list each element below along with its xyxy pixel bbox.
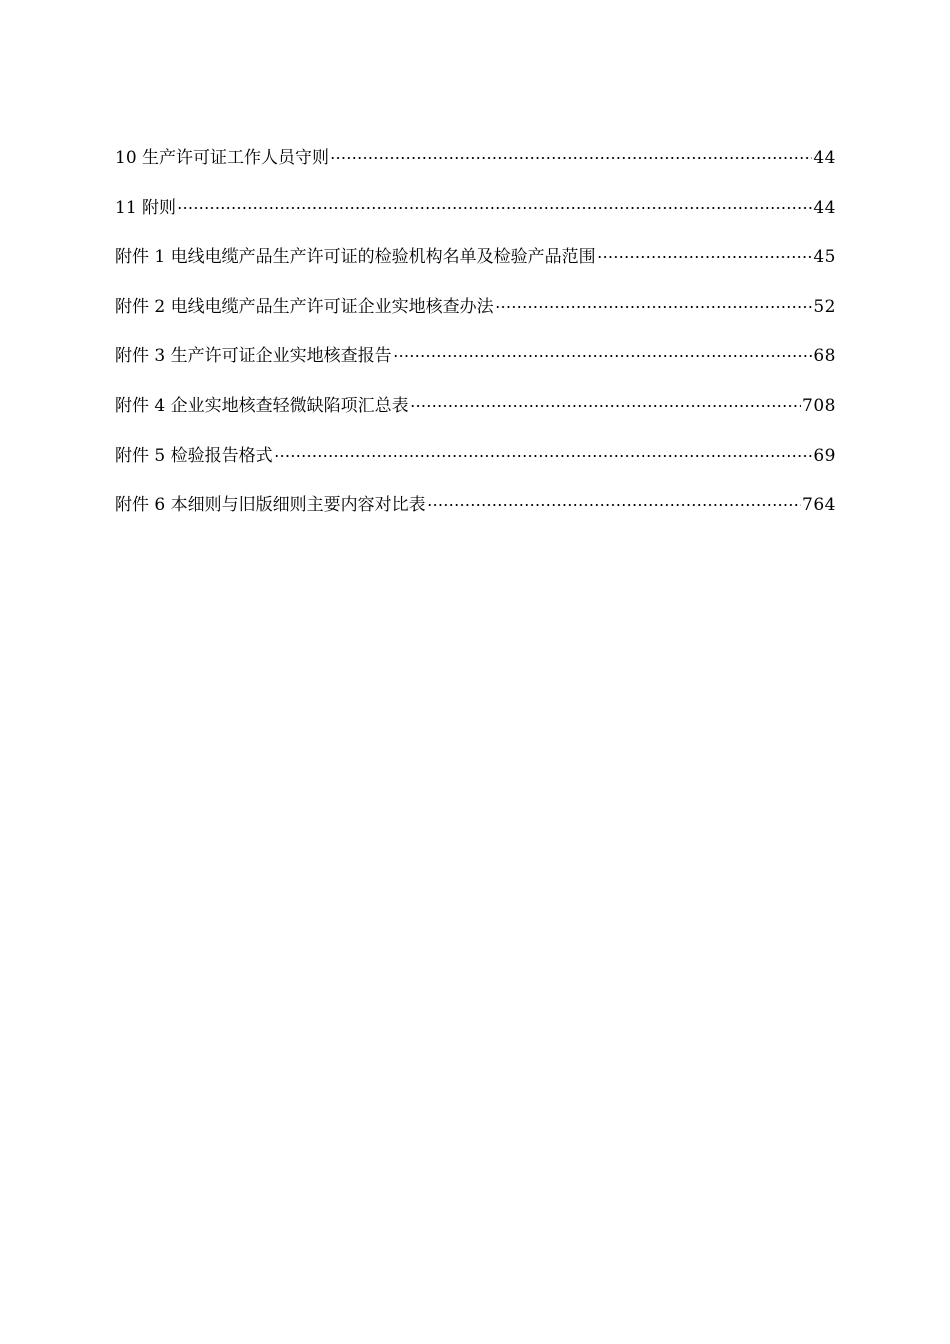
toc-entry-page-number: 44 [813,148,836,168]
toc-entry-title: 附件 1 电线电缆产品生产许可证的检验机构名单及检验产品范围 [115,247,596,268]
toc-dot-leader [274,435,813,461]
toc-entry-title: 附件 6 本细则与旧版细则主要内容对比表 [115,495,426,516]
toc-entry-page-number: 68 [813,346,836,367]
toc-dot-leader [410,385,801,411]
toc-entry-title: 10 生产许可证工作人员守则 [115,148,330,168]
toc-entry[interactable] [115,286,836,336]
toc-entry[interactable] [115,385,836,435]
toc-entry[interactable] [115,137,836,187]
toc-entry-page-number: 52 [813,296,836,317]
toc-dot-leader [177,187,812,213]
toc-entry[interactable] [115,484,836,534]
toc-entry-title: 11 附则 [115,197,177,218]
toc-dot-leader [330,137,812,163]
toc-entry-page-number: 708 [802,395,836,416]
toc-entry-page-number: 69 [813,445,836,466]
toc-entry-title: 附件 4 企业实地核查轻微缺陷项汇总表 [115,395,409,416]
toc-entry[interactable] [115,236,836,286]
toc-entry-title: 附件 2 电线电缆产品生产许可证企业实地核查办法 [115,296,494,317]
toc-dot-leader [393,335,813,361]
toc-entry-title: 附件 5 检验报告格式 [115,445,273,466]
table-of-contents [115,137,836,534]
toc-entry[interactable] [115,335,836,385]
toc-dot-leader [597,236,813,262]
toc-entry-page-number: 45 [813,247,836,268]
toc-entry-page-number: 44 [813,197,836,218]
toc-entry-page-number: 764 [802,495,836,516]
toc-dot-leader [427,484,801,510]
toc-entry[interactable] [115,187,836,237]
toc-dot-leader [495,286,813,312]
toc-entry[interactable] [115,435,836,485]
toc-entry-title: 附件 3 生产许可证企业实地核查报告 [115,346,392,367]
